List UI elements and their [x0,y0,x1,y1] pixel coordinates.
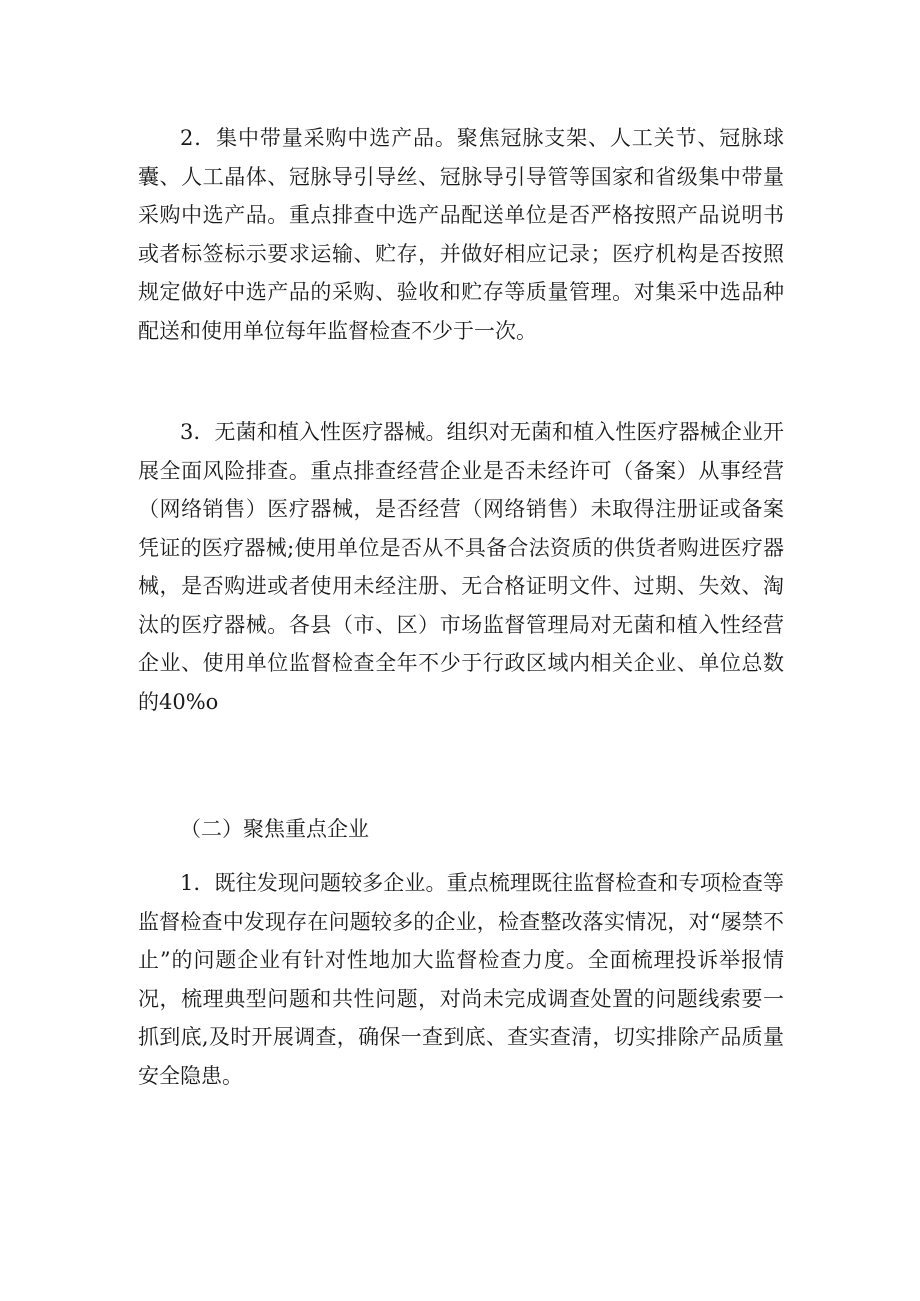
paragraph-sterile-implantable-devices: 3．无菌和植入性医疗器械。组织对无菌和植入性医疗器械企业开展全面风险排查。重点排查经营企业是否未经许可（备案）从事经营（网络销售）医疗器械，是否经营（网络销售）未取得注册证或备案凭证的医疗器械;使用单位是否从不具备合法资质的供货者购进医疗器械，是否购进或者使用未经注册、无合格证明文件、过期、失效、淘汰的医疗器械。各县（市、区）市场监督管理局对无菌和植入性经营企业、使用单位监督检查全年不少于行政区域内相关企业、单位总数的40%o [138,420,784,714]
paragraph-centralized-procurement: 2．集中带量采购中选产品。聚焦冠脉支架、人工关节、冠脉球囊、人工晶体、冠脉导引导丝、冠脉导引导管等国家和省级集中带量采购中选产品。重点排查中选产品配送单位是否严格按照产品说明书或者标签标示要求运输、贮存，并做好相应记录；医疗机构是否按照规定做好中选产品的采购、验收和贮存等质量管理。对集采中选品种配送和使用单位每年监督检查不少于一次。 [138,126,784,343]
paragraph-problem-enterprises: 1．既往发现问题较多企业。重点梳理既往监督检查和专项检查等监督检查中发现存在问题较多的企业，检查整改落实情况，对“屡禁不止”的问题企业有针对性地加大监督检查力度。全面梳理投诉举报情况，梳理典型问题和共性问题，对尚未完成调查处置的问题线索要一抓到底,及时开展调查，确保一查到底、查实查清，切实排除产品质量安全隐患。 [138,871,784,1088]
section-heading-key-enterprises: （二）聚焦重点企业 [180,817,369,841]
